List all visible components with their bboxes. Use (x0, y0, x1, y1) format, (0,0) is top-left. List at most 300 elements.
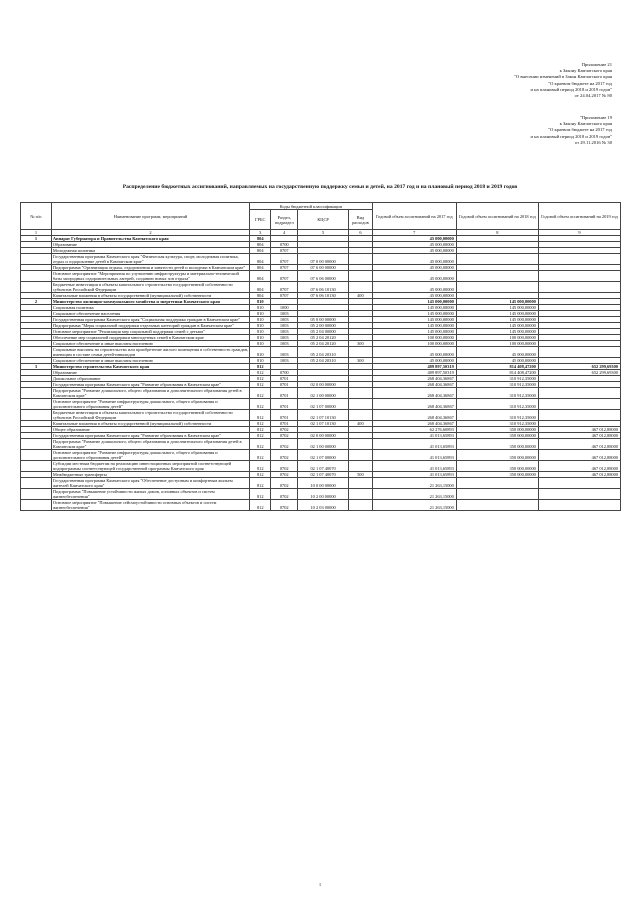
cell-grbs: 810 (250, 317, 271, 323)
cell-a: 21 263,15000 (372, 489, 456, 500)
annex1-line: к Закону Камчатского края (559, 68, 612, 74)
cell-rz: 1003 (271, 329, 298, 335)
cell-grbs: 810 (250, 347, 271, 358)
table-row (21, 489, 621, 500)
cell-grbs: 810 (250, 311, 271, 317)
cell-vr (349, 461, 372, 472)
table-row (21, 323, 621, 329)
cell-name: Основное мероприятие "Мероприятия по улучшению инфраструктуры и материально-технической базы загородных оздоровительных лагерей, созданию новых зон отдыха" (51, 271, 249, 282)
cell-c (538, 410, 620, 421)
cell-vr: 400 (349, 421, 372, 427)
cell-grbs: 812 (250, 439, 271, 450)
cell-a: 21 263,15000 (372, 478, 456, 489)
column-number: 8 (456, 230, 538, 236)
cell-vr (349, 478, 372, 489)
cell-rz: 0702 (271, 461, 298, 472)
cell-name: Социальное обеспечение и иные выплаты населению (51, 358, 249, 364)
table-row (21, 329, 621, 335)
cell-grbs: 810 (250, 335, 271, 341)
header-2018: Годовой объем ассигнований на 2018 год (456, 203, 538, 230)
cell-kcsr: 05 0 00 00000 (298, 317, 349, 323)
header-vr: Вид расходов (349, 210, 372, 230)
cell-rz: 0701 (271, 410, 298, 421)
cell-name: Бюджетные инвестиции в объекты капитального строительства государственной собственности субъектов Российской Федерации (51, 282, 249, 293)
table-row (21, 254, 621, 265)
cell-name: Основное мероприятие "Развитие инфраструктуры дошкольного, общего образования и дополнительного образования детей" (51, 450, 249, 461)
cell-a: 45 000,00000 (372, 293, 456, 299)
cell-name: Капитальные вложения в объекты государственной (муниципальной) собственности (51, 293, 249, 299)
cell-grbs: 810 (250, 299, 271, 305)
column-number: 7 (372, 230, 456, 236)
cell-b: 310 912,35000 (456, 376, 538, 382)
cell-kcsr: 02 1 07 10130 (298, 410, 349, 421)
cell-grbs: 812 (250, 478, 271, 489)
cell-rz: 0707 (271, 293, 298, 299)
cell-a: 100 000,00000 (372, 341, 456, 347)
cell-a: 45 000,00000 (372, 347, 456, 358)
cell-vr (349, 410, 372, 421)
cell-c: 467 012,88000 (538, 439, 620, 450)
header-2017: Годовой объем ассигнований на 2017 год (372, 203, 456, 230)
cell-a: 145 000,00000 (372, 305, 456, 311)
cell-rz: 0707 (271, 254, 298, 265)
annex2-line: "Приложение 19 (579, 115, 612, 120)
cell-grbs: 810 (250, 305, 271, 311)
cell-b (456, 282, 538, 293)
table-row (21, 439, 621, 450)
cell-b: 100 000,00000 (456, 335, 538, 341)
cell-grbs: 812 (250, 450, 271, 461)
cell-vr: 300 (349, 358, 372, 364)
annex1-line: и на плановый период 2018 и 2019 годов" (530, 86, 612, 92)
cell-name: Государственная программа Камчатского края "Развитие образования в Камчатском крае" (51, 382, 249, 388)
table-row (21, 410, 621, 421)
cell-a: 145 000,00000 (372, 323, 456, 329)
cell-grbs: 804 (250, 254, 271, 265)
cell-grbs: 812 (250, 421, 271, 427)
column-number: 5 (298, 230, 349, 236)
annex2-line: и на плановый период 2018 и 2019 годов" (530, 133, 612, 139)
cell-grbs: 804 (250, 271, 271, 282)
cell-grbs: 812 (250, 382, 271, 388)
cell-kcsr: 02 1 07 40070 (298, 472, 349, 478)
table-body (21, 236, 621, 511)
cell-a: 45 000,00000 (372, 242, 456, 248)
cell-c (538, 347, 620, 358)
cell-rz: 0707 (271, 265, 298, 271)
table-row (21, 347, 621, 358)
header-codes: Коды бюджетной классификации (250, 203, 373, 210)
cell-kcsr: 07 6 06 10130 (298, 293, 349, 299)
cell-grbs: 810 (250, 341, 271, 347)
cell-grbs: 804 (250, 293, 271, 299)
cell-n (21, 489, 52, 500)
cell-name: Молодежная политика (51, 248, 249, 254)
cell-rz: 1000 (271, 305, 298, 311)
cell-c: 467 012,88000 (538, 433, 620, 439)
cell-kcsr: 02 0 00 00000 (298, 433, 349, 439)
cell-a: 45 000,00000 (372, 254, 456, 265)
cell-n (21, 254, 52, 265)
cell-grbs: 812 (250, 489, 271, 500)
cell-b: 350 000,00000 (456, 450, 538, 461)
cell-kcsr: 07 6 00 00000 (298, 265, 349, 271)
cell-kcsr: 10 0 00 00000 (298, 478, 349, 489)
cell-name: Дошкольное образование (51, 376, 249, 382)
cell-grbs: 810 (250, 323, 271, 329)
cell-name: Образование (51, 370, 249, 376)
cell-kcsr: 07 6 06 10130 (298, 282, 349, 293)
cell-rz: 0702 (271, 489, 298, 500)
table-row (21, 341, 621, 347)
cell-name: Субсидии местным бюджетам на реализацию инвестиционных мероприятий соответствующей подпрограммы соответствующей государственной программы Камчатского края (51, 461, 249, 472)
cell-name: Социальная политика (51, 305, 249, 311)
header-kcsr: КЦСР (298, 210, 349, 230)
cell-a: 45 000,00000 (372, 271, 456, 282)
cell-name: Государственная программа Камчатского края "Обеспечение доступным и комфортным жильем жителей Камчатского края" (51, 478, 249, 489)
cell-rz: 0701 (271, 421, 298, 427)
cell-grbs: 812 (250, 500, 271, 511)
cell-n (21, 478, 52, 489)
cell-b: 350 000,00000 (456, 427, 538, 433)
header-num: № п/п (21, 203, 52, 230)
cell-grbs: 812 (250, 376, 271, 382)
cell-c: 467 012,88000 (538, 472, 620, 478)
cell-vr: 400 (349, 293, 372, 299)
cell-b: 45 000,00000 (456, 347, 538, 358)
table-row (21, 282, 621, 293)
cell-rz: 0702 (271, 472, 298, 478)
cell-rz: 0702 (271, 439, 298, 450)
annex1-line: Приложение 21 (581, 62, 612, 67)
cell-vr (349, 347, 372, 358)
column-number: 2 (51, 230, 249, 236)
cell-grbs: 810 (250, 358, 271, 364)
cell-grbs: 812 (250, 410, 271, 421)
cell-a: 145 000,00000 (372, 329, 456, 335)
cell-vr (349, 399, 372, 410)
cell-kcsr: 10 2 03 00000 (298, 500, 349, 511)
cell-name: Государственная программа Камчатского края "Социальная поддержка граждан в Камчатском крае" (51, 317, 249, 323)
cell-name: Подпрограмма "Повышение устойчивости жилых домов, основных объектов и систем жизнеобеспечения" (51, 489, 249, 500)
table-row (21, 421, 621, 427)
header-rzpr: Раздел, подраздел (271, 210, 298, 230)
cell-name: Аппарат Губернатора и Правительства Камчатского края (51, 236, 249, 242)
column-number: 6 (349, 230, 372, 236)
cell-c (538, 388, 620, 399)
annex-header-original (531, 115, 612, 146)
header-2019: Годовой объем ассигнований на 2019 год (538, 203, 620, 230)
cell-a: 45 000,00000 (372, 265, 456, 271)
cell-name: Государственная программа Камчатского края "Развитие образования в Камчатском крае" (51, 433, 249, 439)
cell-name: Образование (51, 242, 249, 248)
table-row (21, 388, 621, 399)
cell-c (538, 254, 620, 265)
table-row (21, 317, 621, 323)
cell-grbs: 812 (250, 364, 271, 370)
cell-a: 45 000,00000 (372, 282, 456, 293)
cell-b: 145 000,00000 (456, 311, 538, 317)
cell-vr (349, 282, 372, 293)
cell-b (456, 271, 538, 282)
cell-rz: 0701 (271, 399, 298, 410)
cell-b: 310 912,35000 (456, 399, 538, 410)
cell-c (538, 271, 620, 282)
cell-b: 310 912,35000 (456, 421, 538, 427)
annex1-line: "О краевом бюджете на 2017 год (548, 80, 612, 86)
cell-name: Социальное обеспечение и иные выплаты населению (51, 341, 249, 347)
cell-n (21, 399, 52, 410)
cell-name: Подпрограмма "Меры социальной поддержки отдельных категорий граждан в Камчатском крае" (51, 323, 249, 329)
cell-b: 145 000,00000 (456, 323, 538, 329)
cell-a: 268 404,36867 (372, 399, 456, 410)
cell-name: Основное мероприятие "Реализация мер социальной поддержки семей с детьми" (51, 329, 249, 335)
table-row (21, 461, 621, 472)
cell-rz: 0700 (271, 370, 298, 376)
cell-b: 310 912,35000 (456, 388, 538, 399)
table-row (21, 382, 621, 388)
cell-rz: 1003 (271, 317, 298, 323)
cell-b (456, 254, 538, 265)
cell-grbs: 812 (250, 370, 271, 376)
budget-table (20, 202, 621, 511)
cell-b: 145 000,00000 (456, 305, 538, 311)
cell-vr: 500 (349, 472, 372, 478)
cell-b: 814 408,47200 (456, 370, 538, 376)
cell-n: 1 (21, 236, 52, 242)
column-number: 1 (21, 230, 52, 236)
cell-b: 145 000,00000 (456, 317, 538, 323)
cell-grbs: 804 (250, 236, 271, 242)
cell-b: 350 000,00000 (456, 439, 538, 450)
annex2-line: от 29.11.2016 № 30 (574, 139, 612, 145)
cell-vr (349, 388, 372, 399)
cell-a: 41 013,65893 (372, 472, 456, 478)
cell-rz: 0707 (271, 248, 298, 254)
column-number: 4 (271, 230, 298, 236)
cell-c (538, 489, 620, 500)
cell-a: 21 263,15000 (372, 500, 456, 511)
cell-c (538, 282, 620, 293)
cell-rz: 0707 (271, 271, 298, 282)
cell-a: 145 000,00000 (372, 299, 456, 305)
cell-name: Общее образование (51, 427, 249, 433)
table-row (21, 271, 621, 282)
cell-rz: 1003 (271, 347, 298, 358)
cell-name: Бюджетные инвестиции в объекты капитального строительства государственной собственности субъектов Российской Федерации (51, 410, 249, 421)
cell-a: 45 000,00000 (372, 236, 456, 242)
cell-a: 45 000,00000 (372, 358, 456, 364)
cell-rz: 0702 (271, 433, 298, 439)
cell-name: Капитальные вложения в объекты государственной (муниципальной) собственности (51, 421, 249, 427)
cell-a: 100 000,00000 (372, 335, 456, 341)
cell-n (21, 439, 52, 450)
cell-grbs: 812 (250, 461, 271, 472)
cell-name: Государственная программа Камчатского края "Физическая культура, спорт, молодежная политика, отдых и оздоровление детей в Камчатском крае" (51, 254, 249, 265)
cell-n (21, 347, 52, 358)
cell-b (456, 489, 538, 500)
cell-a: 41 013,65893 (372, 433, 456, 439)
cell-a: 489 897,50319 (372, 370, 456, 376)
cell-vr (349, 254, 372, 265)
cell-b: 45 000,00000 (456, 358, 538, 364)
cell-grbs: 812 (250, 388, 271, 399)
cell-grbs: 812 (250, 472, 271, 478)
cell-b: 814 408,47200 (456, 364, 538, 370)
cell-name: Обеспечение мер социальной поддержки многодетных семей в Камчатском крае (51, 335, 249, 341)
cell-grbs: 812 (250, 399, 271, 410)
cell-a: 268 404,36867 (372, 376, 456, 382)
cell-n (21, 450, 52, 461)
cell-b: 310 912,35000 (456, 382, 538, 388)
cell-kcsr: 05 2 04 00000 (298, 329, 349, 335)
cell-name: Подпрограмма "Развитие дошкольного, общего образования и дополнительного образования детей в Камчатском крае" (51, 439, 249, 450)
cell-a: 145 000,00000 (372, 311, 456, 317)
cell-name: Основное мероприятие "Повышение сейсмоустойчивости основных объектов и систем жизнеобеспечения" (51, 500, 249, 511)
cell-b: 145 000,00000 (456, 299, 538, 305)
cell-kcsr: 05 2 00 00000 (298, 323, 349, 329)
cell-name: Основное мероприятие "Развитие инфраструктуры дошкольного, общего образования и дополнительного образования детей" (51, 399, 249, 410)
cell-name: Социальное обеспечение населения (51, 311, 249, 317)
cell-a: 268 404,36867 (372, 382, 456, 388)
cell-vr (349, 271, 372, 282)
annex1-line: от 24.04.2017 № 80 (574, 93, 612, 99)
cell-grbs: 810 (250, 329, 271, 335)
cell-kcsr: 02 1 07 00000 (298, 399, 349, 410)
cell-a: 41 013,65893 (372, 461, 456, 472)
cell-vr (349, 489, 372, 500)
cell-kcsr: 05 2 04 20120 (298, 335, 349, 341)
cell-a: 268 404,36867 (372, 410, 456, 421)
cell-c: 652 299,69300 (538, 364, 620, 370)
cell-kcsr: 05 2 04 20310 (298, 358, 349, 364)
document-title: Распределение бюджетных ассигнований, направляемых на государственную поддержку семьи и детей, на 2017 год и на плановый период 2018 и 2019 годов (122, 184, 518, 190)
cell-c: 467 012,88000 (538, 427, 620, 433)
cell-kcsr: 05 2 04 20310 (298, 347, 349, 358)
cell-vr: 300 (349, 341, 372, 347)
cell-grbs: 804 (250, 282, 271, 293)
cell-rz: 1003 (271, 341, 298, 347)
cell-n (21, 282, 52, 293)
cell-c (538, 500, 620, 511)
cell-kcsr: 02 1 00 00000 (298, 439, 349, 450)
cell-n (21, 500, 52, 511)
table-row (21, 450, 621, 461)
annex1-line: "О внесении изменений в Закон Камчатского края (514, 74, 612, 80)
cell-a: 62 276,60893 (372, 427, 456, 433)
cell-rz: 0702 (271, 450, 298, 461)
cell-b: 100 000,00000 (456, 341, 538, 347)
table-row (21, 478, 621, 489)
cell-c: 652 299,69300 (538, 370, 620, 376)
cell-name: Министерство жилищно-коммунального хозяйства и энергетики Камчатского края (51, 299, 249, 305)
column-number: 9 (538, 230, 620, 236)
cell-a: 145 000,00000 (372, 317, 456, 323)
table-row (21, 358, 621, 364)
cell-grbs: 804 (250, 242, 271, 248)
cell-rz: 1003 (271, 335, 298, 341)
cell-n (21, 410, 52, 421)
cell-name: Межбюджетные трансферты (51, 472, 249, 478)
cell-rz: 0700 (271, 242, 298, 248)
cell-a: 45 000,00000 (372, 248, 456, 254)
cell-c: 467 012,88000 (538, 461, 620, 472)
cell-n: 2 (21, 299, 52, 305)
cell-kcsr: 02 1 00 00000 (298, 388, 349, 399)
cell-a: 268 404,36867 (372, 421, 456, 427)
cell-n: 3 (21, 364, 52, 370)
annex-header-current (514, 62, 612, 99)
cell-name: Подпрограмма "Организация отдыха, оздоровления и занятости детей и молодежи в Камчатском крае" (51, 265, 249, 271)
cell-a: 41 013,65893 (372, 439, 456, 450)
cell-vr (349, 450, 372, 461)
cell-rz: 0702 (271, 478, 298, 489)
cell-b: 350 000,00000 (456, 472, 538, 478)
cell-rz: 0707 (271, 282, 298, 293)
cell-rz: 0702 (271, 427, 298, 433)
cell-name: Социальные выплаты на строительство или приобретение жилого помещения в собственность граждан, имеющим в составе семьи детей-инвалидов (52, 347, 249, 357)
cell-n (21, 388, 52, 399)
page-number: 1 (318, 882, 322, 887)
cell-n (21, 271, 52, 282)
cell-rz: 0702 (271, 500, 298, 511)
cell-kcsr: 10 2 00 00000 (298, 489, 349, 500)
cell-kcsr: 02 0 00 00000 (298, 382, 349, 388)
cell-rz: 0701 (271, 382, 298, 388)
cell-rz: 0701 (271, 376, 298, 382)
annex2-line: к Закону Камчатского края (559, 121, 612, 127)
cell-kcsr: 02 1 07 10130 (298, 421, 349, 427)
cell-kcsr: 07 0 00 00000 (298, 254, 349, 265)
cell-grbs: 812 (250, 427, 271, 433)
cell-kcsr: 02 1 07 00000 (298, 450, 349, 461)
cell-b (456, 500, 538, 511)
cell-rz: 1003 (271, 311, 298, 317)
cell-b: 310 912,35000 (456, 410, 538, 421)
cell-grbs: 804 (250, 265, 271, 271)
cell-b (456, 478, 538, 489)
column-number: 3 (250, 230, 271, 236)
cell-vr (349, 500, 372, 511)
cell-name: Подпрограмма "Развитие дошкольного, общего образования и дополнительного образования детей в Камчатском крае" (51, 388, 249, 399)
table-row (21, 399, 621, 410)
table-row (21, 335, 621, 341)
cell-b: 145 000,00000 (456, 329, 538, 335)
cell-vr (349, 439, 372, 450)
cell-rz: 0701 (271, 388, 298, 399)
cell-c: 467 012,88000 (538, 450, 620, 461)
table-row (21, 433, 621, 439)
cell-a: 268 404,36867 (372, 388, 456, 399)
annex2-line: "О краевом бюджете на 2017 год (548, 127, 612, 133)
cell-grbs: 812 (250, 433, 271, 439)
cell-c (538, 399, 620, 410)
cell-n (21, 461, 52, 472)
cell-kcsr: 05 2 04 20120 (298, 341, 349, 347)
cell-rz: 1003 (271, 358, 298, 364)
table-row (21, 500, 621, 511)
header-grbs: ГРБС (250, 210, 271, 230)
cell-a: 489 897,50319 (372, 364, 456, 370)
cell-name: Министерство строительства Камчатского края (51, 364, 249, 370)
cell-grbs: 804 (250, 248, 271, 254)
cell-kcsr: 07 6 06 00000 (298, 271, 349, 282)
cell-b: 350 000,00000 (456, 433, 538, 439)
cell-c (538, 478, 620, 489)
cell-kcsr: 02 1 07 40070 (298, 461, 349, 472)
cell-a: 41 013,65893 (372, 450, 456, 461)
header-name: Наименование программ, мероприятий (51, 203, 249, 230)
